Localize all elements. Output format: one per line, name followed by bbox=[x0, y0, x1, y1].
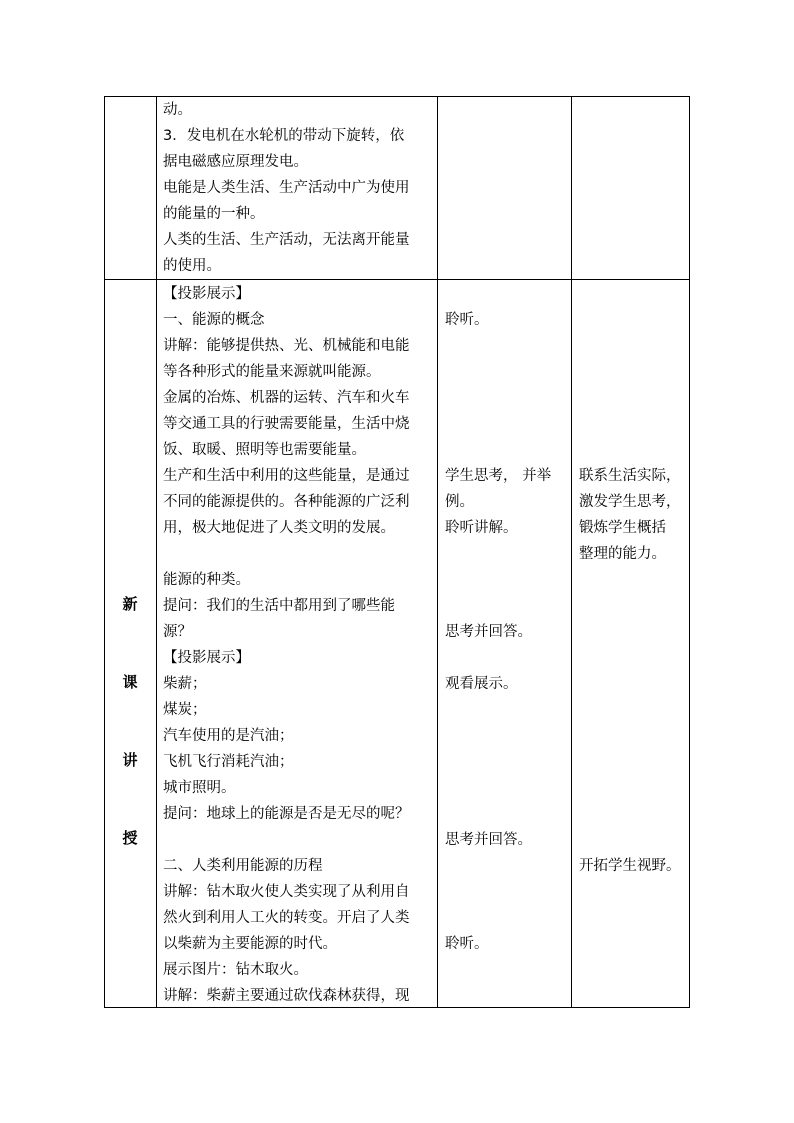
text-line: 展示图片：钻木取火。 bbox=[163, 962, 308, 978]
text-line bbox=[445, 697, 569, 723]
text-line: 【投影展示】 bbox=[163, 650, 250, 666]
text-line bbox=[445, 775, 569, 801]
column-divider-3 bbox=[571, 96, 572, 1008]
text-line bbox=[579, 645, 687, 671]
text-line: 思考并回答。 bbox=[445, 832, 532, 848]
text-line: 提问：我们的生活中都用到了哪些能 bbox=[163, 598, 395, 614]
text-line bbox=[579, 593, 687, 619]
text-line: 动。 bbox=[163, 102, 192, 118]
text-line bbox=[445, 723, 569, 749]
row-divider bbox=[104, 279, 690, 280]
text-line: 飞机飞行消耗汽油； bbox=[163, 754, 294, 770]
table-right-border bbox=[689, 96, 690, 1008]
text-line bbox=[445, 749, 569, 775]
text-line: 汽车使用的是汽油； bbox=[163, 728, 294, 744]
text-line bbox=[579, 385, 687, 411]
column-divider-2 bbox=[437, 96, 438, 1008]
text-line: 聆听。 bbox=[445, 312, 489, 328]
text-line bbox=[445, 359, 569, 385]
text-line bbox=[445, 411, 569, 437]
row1-teacher-content bbox=[163, 97, 435, 279]
text-line: 激发学生思考， bbox=[579, 494, 681, 510]
text-line: 思考并回答。 bbox=[445, 624, 532, 640]
text-line: 的使用。 bbox=[163, 258, 221, 274]
text-line: 饭、取暖、照明等也需要能量。 bbox=[163, 442, 366, 458]
text-line bbox=[579, 697, 687, 723]
text-line: 城市照明。 bbox=[163, 780, 236, 796]
text-line: 讲解：能够提供热、光、机械能和电能 bbox=[163, 338, 410, 354]
text-line bbox=[579, 411, 687, 437]
text-line: 人类的生活、生产活动，无法离开能量 bbox=[163, 232, 410, 248]
stage-char: 课 bbox=[122, 673, 138, 691]
text-line bbox=[579, 749, 687, 775]
text-line bbox=[445, 567, 569, 593]
text-line bbox=[579, 333, 687, 359]
text-line: 整理的能力。 bbox=[579, 546, 666, 562]
text-line: 联系生活实际， bbox=[579, 468, 681, 484]
text-line bbox=[445, 801, 569, 827]
text-line: 电能是人类生活、生产活动中广为使用 bbox=[163, 180, 410, 196]
row2-teacher-content bbox=[163, 281, 435, 1009]
text-line: 3．发电机在水轮机的带动下旋转，依 bbox=[163, 128, 405, 144]
text-line: 不同的能源提供的。各种能源的广泛利 bbox=[163, 494, 410, 510]
text-line bbox=[445, 385, 569, 411]
text-line bbox=[445, 333, 569, 359]
text-line: 例。 bbox=[445, 494, 474, 510]
text-line: 二、人类利用能源的历程 bbox=[163, 858, 323, 874]
text-line bbox=[445, 905, 569, 931]
text-line: 源？ bbox=[163, 624, 192, 640]
text-line: 然火到利用人工火的转变。开启了人类 bbox=[163, 910, 410, 926]
text-line: 据电磁感应原理发电。 bbox=[163, 154, 308, 170]
text-line: 一、能源的概念 bbox=[163, 312, 265, 328]
text-line: 柴薪； bbox=[163, 676, 207, 692]
text-line: 能源的种类。 bbox=[163, 572, 250, 588]
text-line bbox=[579, 567, 687, 593]
text-line: 金属的冶炼、机器的运转、汽车和火车 bbox=[163, 390, 410, 406]
text-line bbox=[163, 827, 435, 853]
text-line: 观看展示。 bbox=[445, 676, 518, 692]
text-line: 生产和生活中利用的这些能量，是通过 bbox=[163, 468, 410, 484]
text-line bbox=[579, 723, 687, 749]
stage-char: 新 bbox=[122, 595, 138, 613]
text-line bbox=[579, 671, 687, 697]
text-line: 的能量的一种。 bbox=[163, 206, 265, 222]
text-line bbox=[445, 541, 569, 567]
row2-student-activity bbox=[445, 281, 569, 957]
table-left-border bbox=[104, 96, 105, 1008]
text-line bbox=[579, 437, 687, 463]
text-line: 聆听讲解。 bbox=[445, 520, 518, 536]
text-line: 【投影展示】 bbox=[163, 286, 250, 302]
text-line: 以柴薪为主要能源的时代。 bbox=[163, 936, 337, 952]
text-line: 讲解：钻木取火使人类实现了从利用自 bbox=[163, 884, 410, 900]
text-line: 学生思考， 并举 bbox=[445, 468, 552, 484]
lesson-plan-table bbox=[104, 96, 690, 1008]
text-line: 用，极大地促进了人类文明的发展。 bbox=[163, 520, 395, 536]
text-line bbox=[579, 307, 687, 333]
text-line bbox=[445, 437, 569, 463]
text-line bbox=[445, 281, 569, 307]
text-line: 锻炼学生概括 bbox=[579, 520, 666, 536]
text-line: 煤炭； bbox=[163, 702, 207, 718]
text-line: 提问：地球上的能源是否是无尽的呢？ bbox=[163, 806, 410, 822]
text-line bbox=[579, 281, 687, 307]
text-line bbox=[445, 593, 569, 619]
text-line: 讲解：柴薪主要通过砍伐森林获得，现 bbox=[163, 988, 410, 1004]
row2-design-intent bbox=[579, 281, 687, 879]
text-line bbox=[445, 853, 569, 879]
text-line bbox=[163, 541, 435, 567]
text-line: 等各种形式的能量来源就叫能源。 bbox=[163, 364, 381, 380]
text-line: 聆听。 bbox=[445, 936, 489, 952]
text-line: 等交通工具的行驶需要能量，生活中烧 bbox=[163, 416, 410, 432]
column-divider-1 bbox=[156, 96, 157, 1008]
text-line bbox=[579, 619, 687, 645]
text-line bbox=[579, 775, 687, 801]
text-line bbox=[445, 879, 569, 905]
text-line bbox=[445, 645, 569, 671]
text-line bbox=[579, 801, 687, 827]
stage-char: 授 bbox=[122, 829, 138, 847]
stage-char: 讲 bbox=[122, 751, 138, 769]
text-line: 开拓学生视野。 bbox=[579, 858, 681, 874]
text-line bbox=[579, 359, 687, 385]
text-line bbox=[579, 827, 687, 853]
